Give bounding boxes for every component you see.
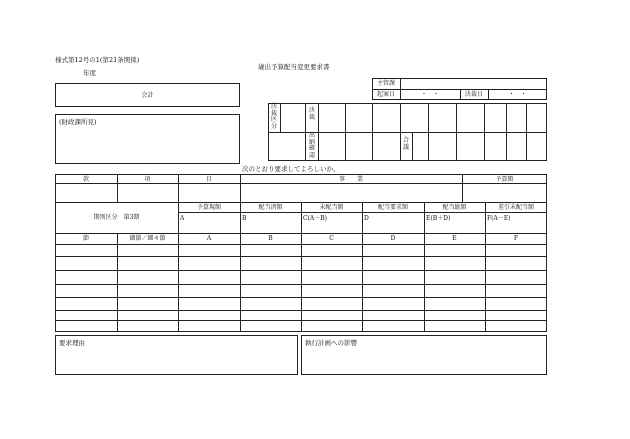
- amount-header-c: 未配当額: [319, 204, 344, 211]
- reason-box: [55, 335, 298, 375]
- impact-label: 執行計画への影響: [305, 339, 357, 347]
- amount-header-f: 差引未配当額: [497, 204, 534, 211]
- account-label: 会計: [141, 92, 154, 99]
- col-kou: 項: [144, 176, 151, 183]
- detail-header-a: A: [206, 235, 212, 242]
- decision-category-label: 決裁区分: [270, 103, 277, 130]
- amount-header-b: 配当済額: [258, 204, 283, 211]
- amount-header-e: 配当総額: [442, 204, 467, 211]
- detail-header-e: E: [452, 235, 457, 242]
- detail-header-b: B: [268, 235, 273, 242]
- amount-code-d: D: [364, 215, 369, 222]
- detail-header-c: C: [329, 235, 334, 242]
- amount-code-f: F(A－E): [487, 215, 511, 222]
- form-number: 様式第12号の1(第21条関係): [55, 56, 140, 64]
- amount-code-a: A: [180, 215, 185, 222]
- col-kan: 款: [82, 176, 89, 183]
- period-label: 期別区分 第3期: [93, 214, 140, 221]
- amount-code-b: B: [242, 215, 247, 222]
- amount-header-d: 配当要求額: [377, 204, 408, 211]
- treasury-check-label: 出納確認: [308, 132, 315, 159]
- fiscal-year-label: 年度: [83, 69, 96, 77]
- col-project: 事 業: [338, 176, 363, 183]
- amount-header-a: 予算現額: [196, 204, 221, 211]
- col-moku: 目: [205, 176, 212, 183]
- account-box: [55, 83, 240, 107]
- impact-box: [301, 335, 547, 375]
- amount-code-e: E(B＋D): [426, 215, 451, 222]
- amount-code-c: C(A－B): [303, 215, 328, 222]
- reason-label: 要求理由: [59, 339, 85, 347]
- detail-header-d: D: [390, 235, 396, 242]
- page-title: 歳出予算配当変更要求書: [258, 63, 330, 71]
- col-budget: 予算額: [495, 176, 514, 183]
- decision-label: 決裁: [308, 107, 315, 121]
- finance-opinion-label: (財政課所見): [59, 118, 97, 126]
- detail-header-setsu: 節: [82, 235, 89, 242]
- detail-header-saisetsu: 細節／細々節: [129, 235, 166, 242]
- draft-date-value: ・ ・: [420, 91, 439, 98]
- draft-date-label: 起案日: [376, 91, 395, 98]
- finance-opinion-box: [55, 114, 240, 164]
- request-text: 次のとおり要求してよろしいか。: [242, 165, 340, 173]
- decision-date-label: 決裁日: [464, 91, 483, 98]
- division-label: 主管課: [376, 80, 395, 87]
- detail-header-f: F: [513, 235, 519, 242]
- council-label: 合議: [402, 137, 409, 151]
- decision-date-value: ・ ・: [508, 91, 527, 98]
